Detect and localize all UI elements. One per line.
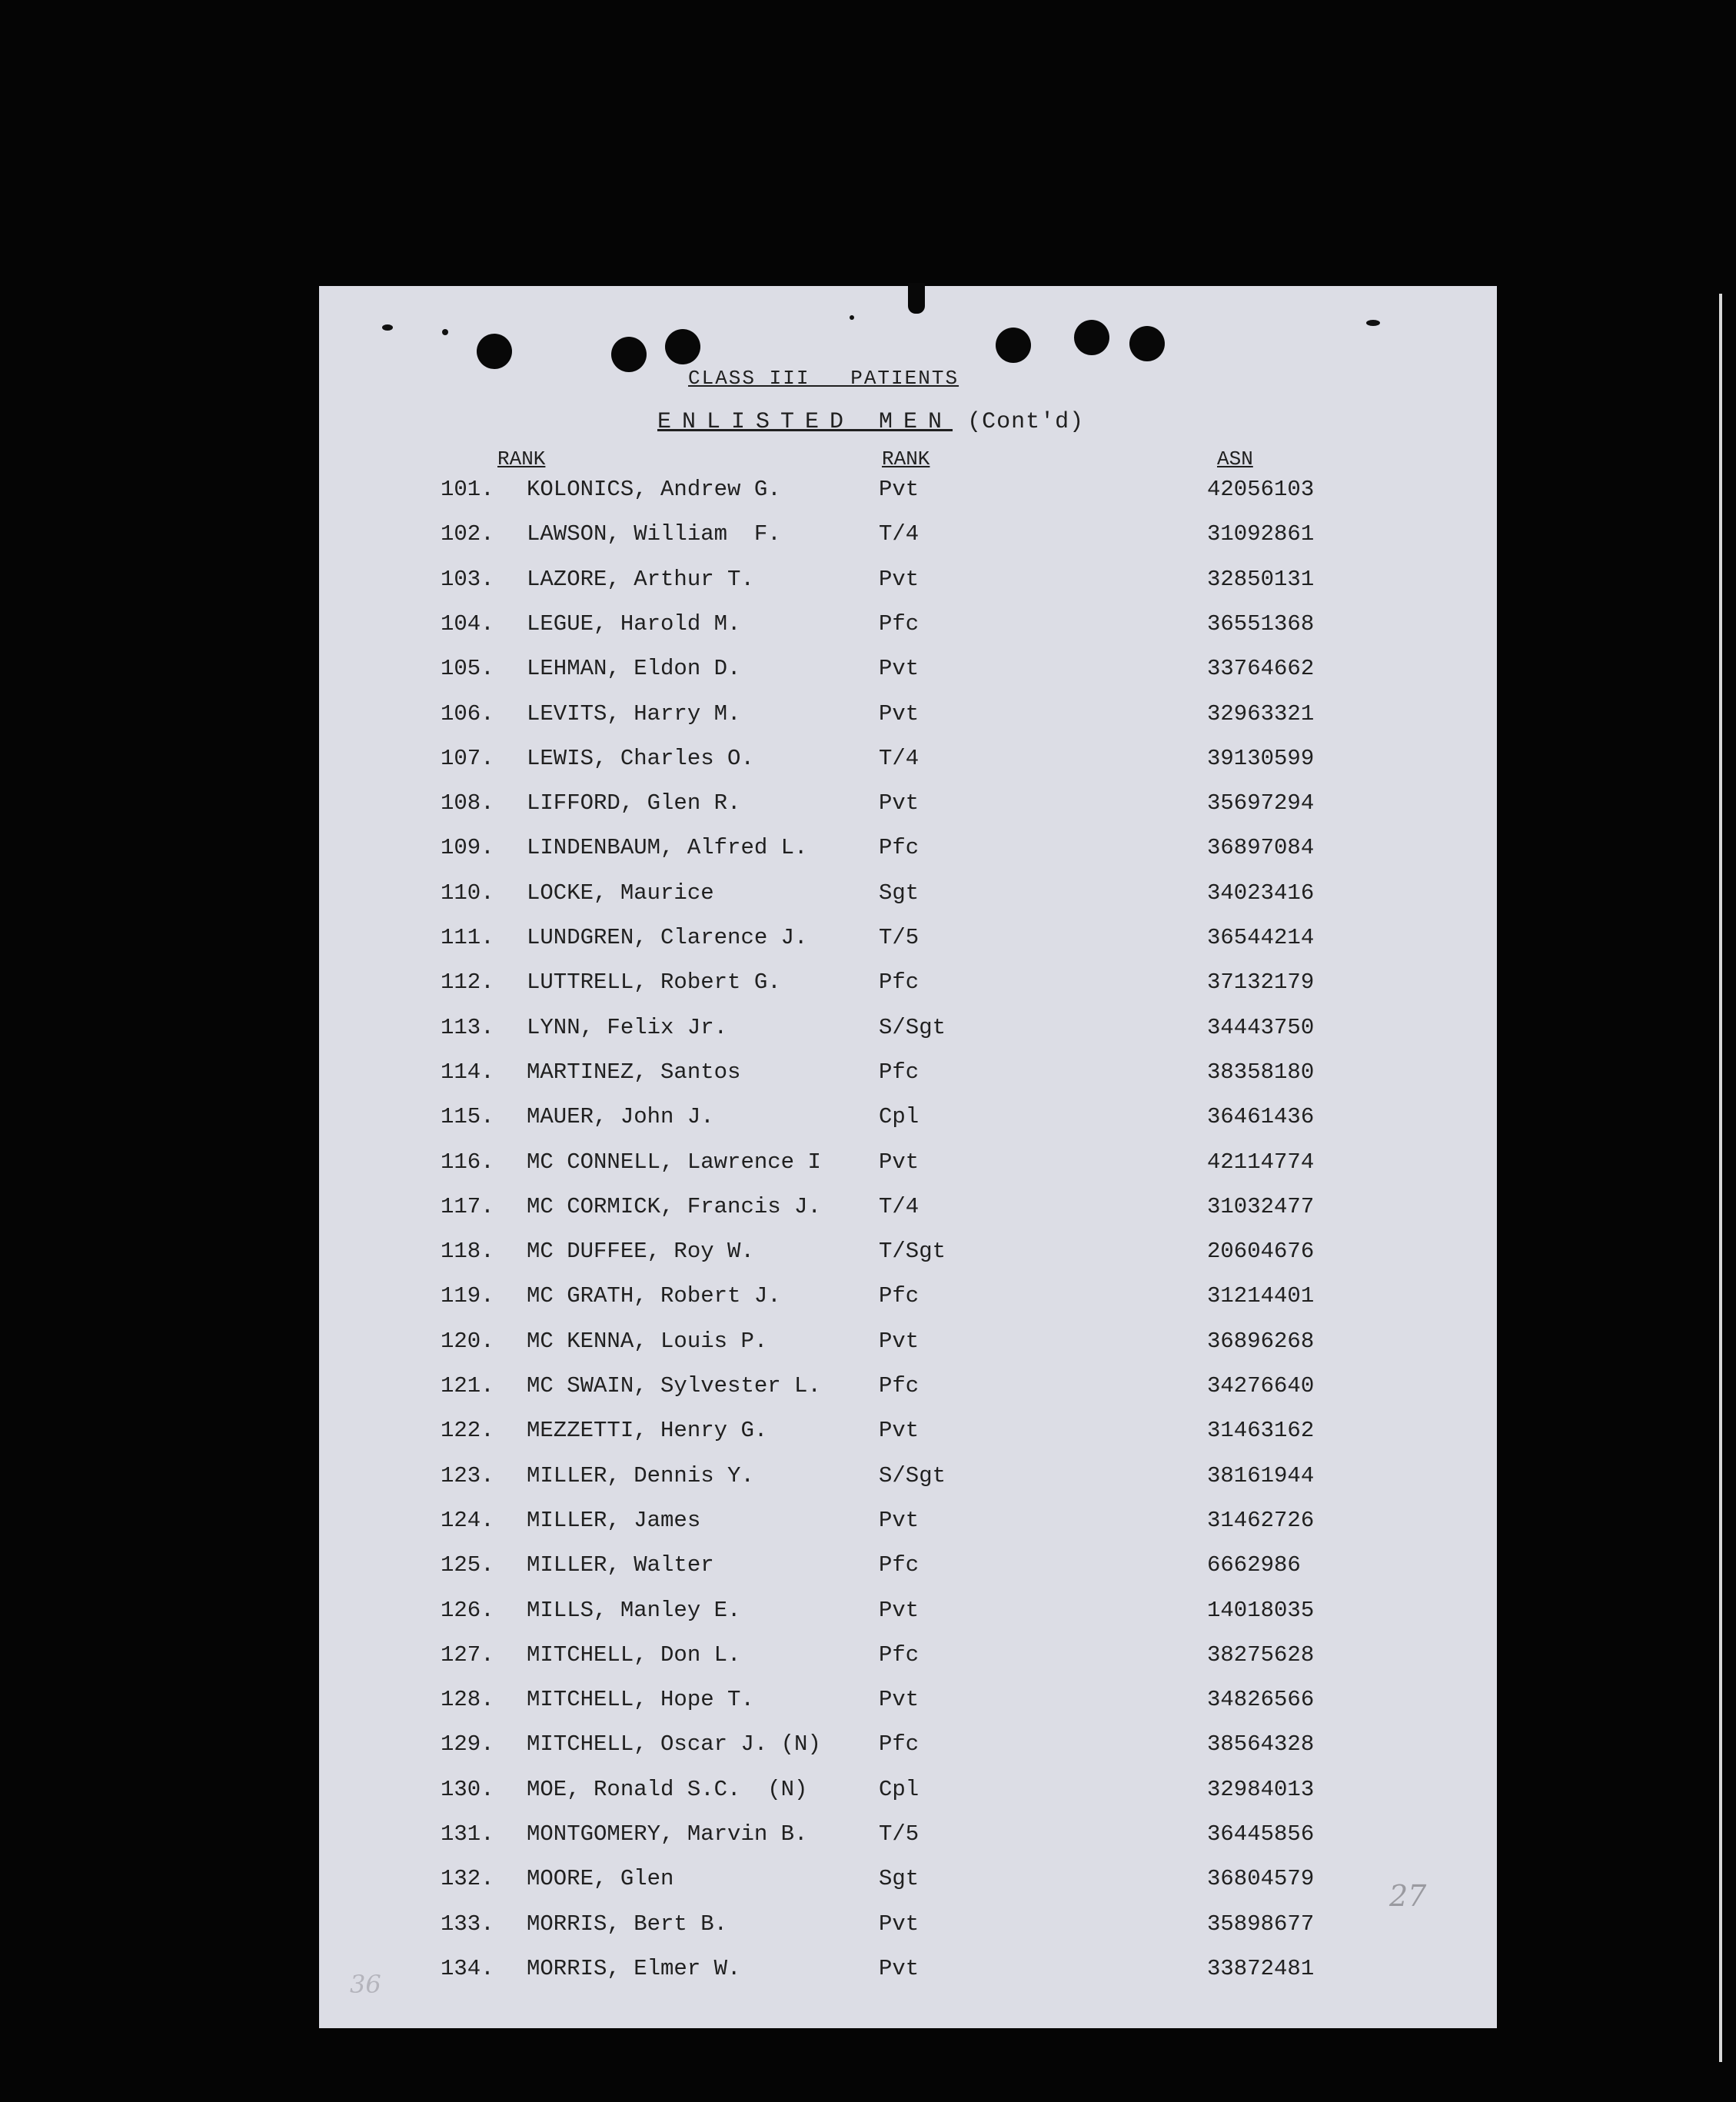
- patient-rank: T/4: [879, 521, 920, 547]
- row-number: 117.: [441, 1193, 494, 1219]
- patient-rank: Cpl: [879, 1776, 920, 1802]
- row-number: 104.: [441, 610, 494, 637]
- patient-name: LAZORE, Arthur T.: [527, 566, 754, 592]
- patient-name: MILLER, James: [527, 1507, 701, 1533]
- row-number: 102.: [441, 521, 494, 547]
- list-item: [319, 701, 1497, 732]
- patient-name: MOORE, Glen: [527, 1866, 674, 1892]
- patient-name: LEWIS, Charles O.: [527, 745, 754, 771]
- patient-name: MC CORMICK, Francis J.: [527, 1193, 821, 1219]
- patient-rank: Pfc: [879, 1373, 920, 1399]
- patient-rank: Pvt: [879, 656, 920, 682]
- patient-rank: Pvt: [879, 1597, 920, 1623]
- list-item: [319, 1956, 1497, 1987]
- patient-asn: 36461436: [1207, 1104, 1315, 1130]
- row-number: 112.: [441, 970, 494, 996]
- row-number: 127.: [441, 1641, 494, 1668]
- subtitle-contd: (Cont'd): [967, 409, 1085, 435]
- punch-hole: [477, 334, 512, 369]
- list-item: [319, 790, 1497, 821]
- patient-asn: 42056103: [1207, 477, 1315, 502]
- patient-rank: Pfc: [879, 1552, 920, 1578]
- patient-asn: 31462726: [1207, 1507, 1315, 1533]
- patient-rank: Cpl: [879, 1104, 920, 1130]
- list-item: [319, 925, 1497, 956]
- patient-name: MC KENNA, Louis P.: [527, 1328, 768, 1354]
- row-number: 103.: [441, 566, 494, 592]
- patient-rank: Pvt: [879, 477, 920, 502]
- patient-asn: 35697294: [1207, 790, 1315, 817]
- list-item: [319, 1015, 1497, 1046]
- list-item: [319, 746, 1497, 777]
- list-item: [319, 1418, 1497, 1448]
- row-number: 120.: [441, 1328, 494, 1354]
- punch-hole: [996, 328, 1031, 363]
- list-item: [319, 1866, 1497, 1897]
- binder-notch: [908, 283, 925, 314]
- patient-rank: Pfc: [879, 1059, 920, 1085]
- patient-asn: 31463162: [1207, 1418, 1315, 1444]
- list-item: [319, 970, 1497, 1000]
- row-number: 124.: [441, 1507, 494, 1533]
- patient-asn: 36445856: [1207, 1821, 1315, 1847]
- patient-name: LEHMAN, Eldon D.: [527, 656, 741, 682]
- patient-rank: T/4: [879, 745, 920, 771]
- scan-edge-strip: [1719, 294, 1722, 2062]
- patient-asn: 39130599: [1207, 745, 1315, 771]
- patient-rank: S/Sgt: [879, 1462, 946, 1488]
- document-subtitle: [657, 409, 1084, 435]
- header-name-column: RANK: [497, 447, 546, 471]
- patient-rank: Pvt: [879, 700, 920, 727]
- document-title: CLASS III PATIENTS: [688, 367, 959, 390]
- header-rank-column: RANK: [882, 447, 930, 471]
- patient-asn: 33764662: [1207, 656, 1315, 682]
- patient-rank: Pfc: [879, 1731, 920, 1758]
- patient-name: LEGUE, Harold M.: [527, 610, 741, 637]
- row-number: 108.: [441, 790, 494, 817]
- row-number: 126.: [441, 1597, 494, 1623]
- list-item: [319, 1687, 1497, 1718]
- row-number: 134.: [441, 1955, 494, 1981]
- row-number: 122.: [441, 1418, 494, 1444]
- list-item: [319, 656, 1497, 687]
- list-item: [319, 521, 1497, 552]
- patient-rank: Pvt: [879, 1328, 920, 1354]
- patient-asn: 33872481: [1207, 1955, 1315, 1981]
- patient-name: MC SWAIN, Sylvester L.: [527, 1373, 821, 1399]
- patient-rank: T/4: [879, 1193, 920, 1219]
- row-number: 106.: [441, 700, 494, 727]
- patient-asn: 20604676: [1207, 1239, 1315, 1265]
- patient-rank: Sgt: [879, 880, 920, 906]
- patient-rank: T/Sgt: [879, 1239, 946, 1265]
- patient-name: MITCHELL, Hope T.: [527, 1687, 754, 1713]
- patient-asn: 38275628: [1207, 1641, 1315, 1668]
- patient-name: MC GRATH, Robert J.: [527, 1283, 781, 1309]
- row-number: 121.: [441, 1373, 494, 1399]
- patient-asn: 36544214: [1207, 925, 1315, 950]
- patient-name: MITCHELL, Don L.: [527, 1641, 741, 1668]
- row-number: 101.: [441, 477, 494, 502]
- pencil-mark: 36: [350, 1970, 381, 1999]
- list-item: [319, 1821, 1497, 1852]
- list-item: [319, 1911, 1497, 1942]
- patient-asn: 38564328: [1207, 1731, 1315, 1758]
- ink-speck: [382, 324, 393, 331]
- patient-asn: 6662986: [1207, 1552, 1301, 1578]
- patient-name: MILLER, Dennis Y.: [527, 1462, 754, 1488]
- punch-hole: [1129, 326, 1165, 361]
- header-asn-column: ASN: [1217, 447, 1253, 471]
- list-item: [319, 1598, 1497, 1628]
- patient-rank: Pfc: [879, 1283, 920, 1309]
- row-number: 128.: [441, 1687, 494, 1713]
- patient-rank: Pvt: [879, 1955, 920, 1981]
- patient-asn: 32850131: [1207, 566, 1315, 592]
- row-number: 116.: [441, 1149, 494, 1175]
- row-number: 107.: [441, 745, 494, 771]
- patient-name: MOE, Ronald S.C. (N): [527, 1776, 808, 1802]
- patient-asn: 31214401: [1207, 1283, 1315, 1309]
- patient-rank: Pfc: [879, 1641, 920, 1668]
- row-number: 119.: [441, 1283, 494, 1309]
- patient-rank: Sgt: [879, 1866, 920, 1892]
- page-number: 27: [1389, 1879, 1427, 1913]
- row-number: 110.: [441, 880, 494, 906]
- patient-asn: 35898677: [1207, 1911, 1315, 1937]
- patient-rank: Pvt: [879, 790, 920, 817]
- list-item: [319, 880, 1497, 911]
- patient-name: MONTGOMERY, Marvin B.: [527, 1821, 808, 1847]
- patient-name: LINDENBAUM, Alfred L.: [527, 835, 808, 861]
- patient-name: LEVITS, Harry M.: [527, 700, 741, 727]
- ink-speck: [1366, 320, 1380, 326]
- list-item: [319, 1373, 1497, 1404]
- patient-rank: Pvt: [879, 1507, 920, 1533]
- patient-name: LUNDGREN, Clarence J.: [527, 925, 808, 950]
- row-number: 125.: [441, 1552, 494, 1578]
- list-item: [319, 1283, 1497, 1314]
- patient-name: LOCKE, Maurice: [527, 880, 714, 906]
- row-number: 133.: [441, 1911, 494, 1937]
- list-item: [319, 611, 1497, 642]
- patient-asn: 36897084: [1207, 835, 1315, 861]
- patient-asn: 36804579: [1207, 1866, 1315, 1892]
- row-number: 123.: [441, 1462, 494, 1488]
- patient-name: MC CONNELL, Lawrence I: [527, 1149, 821, 1175]
- patient-rank: T/5: [879, 1821, 920, 1847]
- patient-asn: 34276640: [1207, 1373, 1315, 1399]
- patient-rank: S/Sgt: [879, 1014, 946, 1040]
- document-page: [319, 286, 1497, 2028]
- patient-asn: 31032477: [1207, 1193, 1315, 1219]
- list-item: [319, 1508, 1497, 1538]
- punch-hole: [1074, 320, 1109, 355]
- patient-asn: 31092861: [1207, 521, 1315, 547]
- patient-name: MORRIS, Bert B.: [527, 1911, 728, 1937]
- patient-rank: Pfc: [879, 610, 920, 637]
- row-number: 105.: [441, 656, 494, 682]
- patient-asn: 32984013: [1207, 1776, 1315, 1802]
- patient-name: KOLONICS, Andrew G.: [527, 477, 781, 502]
- patient-name: MITCHELL, Oscar J. (N): [527, 1731, 821, 1758]
- patient-name: LUTTRELL, Robert G.: [527, 970, 781, 996]
- row-number: 132.: [441, 1866, 494, 1892]
- patient-asn: 34023416: [1207, 880, 1315, 906]
- row-number: 115.: [441, 1104, 494, 1130]
- row-number: 113.: [441, 1014, 494, 1040]
- patient-name: MAUER, John J.: [527, 1104, 714, 1130]
- list-item: [319, 1329, 1497, 1359]
- list-item: [319, 567, 1497, 597]
- list-item: [319, 1194, 1497, 1225]
- ink-speck: [442, 329, 448, 335]
- row-number: 130.: [441, 1776, 494, 1802]
- patient-asn: 34443750: [1207, 1014, 1315, 1040]
- row-number: 118.: [441, 1239, 494, 1265]
- patient-name: LYNN, Felix Jr.: [527, 1014, 728, 1040]
- list-item: [319, 1463, 1497, 1494]
- patient-name: MILLS, Manley E.: [527, 1597, 741, 1623]
- patient-name: MILLER, Walter: [527, 1552, 714, 1578]
- patient-asn: 36896268: [1207, 1328, 1315, 1354]
- row-number: 129.: [441, 1731, 494, 1758]
- patient-rank: Pfc: [879, 835, 920, 861]
- patient-name: LIFFORD, Glen R.: [527, 790, 741, 817]
- subtitle-enlisted-men: ENLISTED MEN: [657, 409, 953, 435]
- list-item: [319, 1239, 1497, 1269]
- patient-rank: Pvt: [879, 1911, 920, 1937]
- patient-rank: Pvt: [879, 1687, 920, 1713]
- patient-rank: T/5: [879, 925, 920, 950]
- patient-rank: Pfc: [879, 970, 920, 996]
- patient-name: MEZZETTI, Henry G.: [527, 1418, 768, 1444]
- list-item: [319, 1149, 1497, 1180]
- patient-name: MARTINEZ, Santos: [527, 1059, 741, 1085]
- patient-rank: Pvt: [879, 1149, 920, 1175]
- patient-asn: 32963321: [1207, 700, 1315, 727]
- patient-asn: 37132179: [1207, 970, 1315, 996]
- list-item: [319, 1552, 1497, 1583]
- row-number: 131.: [441, 1821, 494, 1847]
- patient-name: LAWSON, William F.: [527, 521, 781, 547]
- list-item: [319, 835, 1497, 866]
- patient-asn: 34826566: [1207, 1687, 1315, 1713]
- patient-asn: 42114774: [1207, 1149, 1315, 1175]
- patient-rank: Pvt: [879, 566, 920, 592]
- patient-asn: 36551368: [1207, 610, 1315, 637]
- ink-speck: [850, 315, 854, 320]
- list-item: [319, 1777, 1497, 1808]
- patient-asn: 38161944: [1207, 1462, 1315, 1488]
- row-number: 114.: [441, 1059, 494, 1085]
- list-item: [319, 477, 1497, 507]
- patient-name: MORRIS, Elmer W.: [527, 1955, 741, 1981]
- patient-asn: 38358180: [1207, 1059, 1315, 1085]
- row-number: 111.: [441, 925, 494, 950]
- list-item: [319, 1059, 1497, 1090]
- patient-rank: Pvt: [879, 1418, 920, 1444]
- list-item: [319, 1642, 1497, 1673]
- list-item: [319, 1104, 1497, 1135]
- patient-asn: 14018035: [1207, 1597, 1315, 1623]
- row-number: 109.: [441, 835, 494, 861]
- patient-name: MC DUFFEE, Roy W.: [527, 1239, 754, 1265]
- punch-hole: [665, 329, 700, 364]
- punch-hole: [611, 337, 647, 372]
- list-item: [319, 1731, 1497, 1762]
